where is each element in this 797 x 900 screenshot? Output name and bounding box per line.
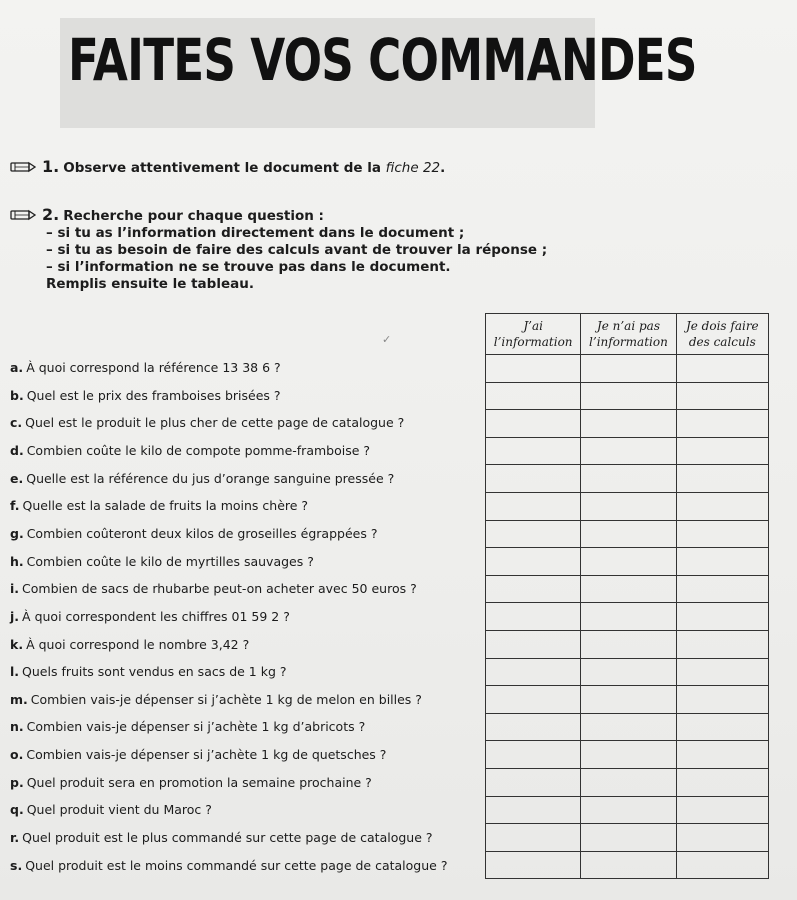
question-text: Quel produit sera en promotion la semaine prochaine ? bbox=[26, 774, 372, 790]
answer-cell-no-info[interactable] bbox=[581, 603, 676, 631]
question-letter: c. bbox=[10, 415, 23, 431]
question-letter: o. bbox=[10, 747, 24, 763]
column-header-has-info bbox=[486, 314, 581, 355]
answer-cell-no-info[interactable] bbox=[581, 686, 676, 714]
question-item bbox=[10, 775, 372, 790]
instruction-1 bbox=[10, 158, 445, 177]
question-letter: e. bbox=[10, 470, 24, 486]
question-text: À quoi correspond le nombre 3,42 ? bbox=[26, 636, 250, 652]
question-item bbox=[10, 637, 249, 652]
answer-cell-must-calculate[interactable] bbox=[676, 465, 768, 493]
answer-cell-must-calculate[interactable] bbox=[676, 382, 768, 410]
question-item bbox=[10, 830, 433, 845]
question-text: Quel est le produit le plus cher de cette page de catalogue ? bbox=[25, 415, 405, 431]
table-row bbox=[486, 658, 769, 686]
question-item bbox=[10, 498, 308, 513]
answer-cell-must-calculate[interactable] bbox=[676, 355, 768, 383]
instruction-2-number: 2. bbox=[42, 205, 60, 224]
column-header-line: J’ai bbox=[523, 319, 543, 333]
column-header-line: l’information bbox=[589, 335, 668, 349]
question-letter: p. bbox=[10, 774, 24, 790]
pencil-icon bbox=[10, 209, 36, 221]
question-letter: h. bbox=[10, 553, 24, 569]
answer-cell-no-info[interactable] bbox=[581, 630, 676, 658]
question-letter: s. bbox=[10, 857, 23, 873]
instruction-2 bbox=[10, 206, 547, 293]
question-item bbox=[10, 554, 314, 569]
pencil-icon bbox=[10, 161, 36, 173]
answer-cell-has-info[interactable] bbox=[486, 741, 581, 769]
answer-cell-has-info[interactable] bbox=[486, 575, 581, 603]
table-row bbox=[486, 520, 769, 548]
table-row bbox=[486, 796, 769, 824]
paper-speck: ✓ bbox=[382, 333, 392, 346]
answer-cell-must-calculate[interactable] bbox=[676, 796, 768, 824]
question-text: Combien coûte le kilo de myrtilles sauvages ? bbox=[26, 553, 314, 569]
question-letter: b. bbox=[10, 387, 24, 403]
answer-cell-has-info[interactable] bbox=[486, 492, 581, 520]
answer-cell-must-calculate[interactable] bbox=[676, 575, 768, 603]
question-item bbox=[10, 581, 417, 596]
answer-cell-has-info[interactable] bbox=[486, 851, 581, 879]
question-letter: l. bbox=[10, 664, 20, 680]
answer-cell-no-info[interactable] bbox=[581, 713, 676, 741]
answer-cell-must-calculate[interactable] bbox=[676, 851, 768, 879]
question-letter: f. bbox=[10, 498, 20, 514]
answer-cell-no-info[interactable] bbox=[581, 851, 676, 879]
answer-cell-no-info[interactable] bbox=[581, 824, 676, 852]
table-row bbox=[486, 465, 769, 493]
question-letter: m. bbox=[10, 691, 28, 707]
question-text: À quoi correspond la référence 13 38 6 ? bbox=[26, 360, 281, 375]
answer-cell-has-info[interactable] bbox=[486, 796, 581, 824]
question-item bbox=[10, 415, 404, 430]
answer-cell-must-calculate[interactable] bbox=[676, 603, 768, 631]
answer-cell-has-info[interactable] bbox=[486, 768, 581, 796]
question-item bbox=[10, 719, 365, 734]
answer-cell-no-info[interactable] bbox=[581, 548, 676, 576]
question-text: Combien vais-je dépenser si j’achète 1 kg d’abricots ? bbox=[26, 719, 366, 735]
answer-cell-no-info[interactable] bbox=[581, 437, 676, 465]
table-row bbox=[486, 851, 769, 879]
question-letter: a. bbox=[10, 360, 24, 375]
question-item bbox=[10, 609, 290, 624]
answer-cell-has-info[interactable] bbox=[486, 465, 581, 493]
question-text: Quel produit est le plus commandé sur cette page de catalogue ? bbox=[22, 830, 433, 846]
question-letter: g. bbox=[10, 525, 24, 541]
question-text: Combien vais-je dépenser si j’achète 1 kg de quetsches ? bbox=[26, 747, 387, 763]
answer-cell-has-info[interactable] bbox=[486, 630, 581, 658]
table-row bbox=[486, 437, 769, 465]
question-item bbox=[10, 360, 281, 375]
question-text: Quel est le prix des framboises brisées ? bbox=[26, 387, 281, 403]
table-row bbox=[486, 355, 769, 383]
instruction-2-line: – si l’information ne se trouve pas dans le document. bbox=[46, 259, 451, 275]
column-header-must-calculate bbox=[676, 314, 768, 355]
page-title: FAITES VOS COMMANDES bbox=[68, 26, 697, 94]
instruction-1-number: 1. bbox=[42, 157, 60, 176]
answer-cell-no-info[interactable] bbox=[581, 492, 676, 520]
answer-cell-no-info[interactable] bbox=[581, 575, 676, 603]
answer-cell-has-info[interactable] bbox=[486, 658, 581, 686]
question-item bbox=[10, 388, 281, 403]
answer-cell-must-calculate[interactable] bbox=[676, 630, 768, 658]
answer-cell-no-info[interactable] bbox=[581, 658, 676, 686]
table-row bbox=[486, 630, 769, 658]
instruction-2-line: Recherche pour chaque question : bbox=[63, 208, 324, 224]
instruction-2-line: – si tu as l’information directement dans le document ; bbox=[46, 225, 465, 241]
question-text: Quelle est la référence du jus d’orange sanguine pressée ? bbox=[26, 470, 395, 486]
question-text: À quoi correspondent les chiffres 01 59 2 ? bbox=[22, 608, 290, 624]
table-row bbox=[486, 382, 769, 410]
answer-cell-has-info[interactable] bbox=[486, 548, 581, 576]
answer-cell-has-info[interactable] bbox=[486, 603, 581, 631]
answer-cell-has-info[interactable] bbox=[486, 382, 581, 410]
table-row bbox=[486, 741, 769, 769]
table-row bbox=[486, 603, 769, 631]
table-row bbox=[486, 492, 769, 520]
answer-cell-no-info[interactable] bbox=[581, 796, 676, 824]
question-text: Quels fruits sont vendus en sacs de 1 kg ? bbox=[22, 664, 287, 680]
answer-cell-must-calculate[interactable] bbox=[676, 437, 768, 465]
answer-cell-must-calculate[interactable] bbox=[676, 410, 768, 438]
table-row bbox=[486, 713, 769, 741]
answer-cell-no-info[interactable] bbox=[581, 465, 676, 493]
question-item bbox=[10, 747, 386, 762]
answer-cell-no-info[interactable] bbox=[581, 520, 676, 548]
answer-cell-must-calculate[interactable] bbox=[676, 741, 768, 769]
question-item bbox=[10, 858, 447, 873]
question-item bbox=[10, 692, 422, 707]
question-text: Combien vais-je dépenser si j’achète 1 kg de melon en billes ? bbox=[30, 691, 422, 707]
answer-cell-must-calculate[interactable] bbox=[676, 520, 768, 548]
question-item bbox=[10, 802, 212, 817]
question-letter: n. bbox=[10, 719, 24, 735]
column-header-line: des calculs bbox=[688, 335, 756, 349]
answer-cell-has-info[interactable] bbox=[486, 355, 581, 383]
question-letter: k. bbox=[10, 636, 24, 652]
answer-cell-has-info[interactable] bbox=[486, 686, 581, 714]
answer-cell-has-info[interactable] bbox=[486, 713, 581, 741]
answer-cell-must-calculate[interactable] bbox=[676, 548, 768, 576]
question-item bbox=[10, 526, 377, 541]
table-row bbox=[486, 548, 769, 576]
answer-cell-must-calculate[interactable] bbox=[676, 824, 768, 852]
answer-cell-must-calculate[interactable] bbox=[676, 686, 768, 714]
instruction-2-line: – si tu as besoin de faire des calculs avant de trouver la réponse ; bbox=[46, 242, 548, 258]
column-header-line: Je dois faire bbox=[685, 319, 759, 333]
question-letter: q. bbox=[10, 802, 24, 818]
answer-table bbox=[485, 313, 769, 879]
column-header-line: Je n’ai pas bbox=[596, 319, 660, 333]
question-text: Combien coûteront deux kilos de groseilles égrappées ? bbox=[26, 525, 378, 541]
answer-cell-no-info[interactable] bbox=[581, 382, 676, 410]
answer-cell-must-calculate[interactable] bbox=[676, 768, 768, 796]
answer-cell-has-info[interactable] bbox=[486, 437, 581, 465]
column-header-no-info bbox=[581, 314, 676, 355]
question-text: Quel produit vient du Maroc ? bbox=[26, 802, 212, 818]
answer-cell-must-calculate[interactable] bbox=[676, 713, 768, 741]
answer-cell-has-info[interactable] bbox=[486, 520, 581, 548]
question-item bbox=[10, 664, 287, 679]
question-letter: j. bbox=[10, 608, 20, 624]
table-row bbox=[486, 768, 769, 796]
question-letter: d. bbox=[10, 442, 24, 458]
answer-cell-has-info[interactable] bbox=[486, 824, 581, 852]
question-text: Quel produit est le moins commandé sur cette page de catalogue ? bbox=[25, 857, 448, 873]
answer-cell-no-info[interactable] bbox=[581, 741, 676, 769]
question-text: Combien de sacs de rhubarbe peut-on acheter avec 50 euros ? bbox=[22, 581, 417, 597]
answer-cell-no-info[interactable] bbox=[581, 768, 676, 796]
table-row bbox=[486, 824, 769, 852]
answer-cell-no-info[interactable] bbox=[581, 410, 676, 438]
question-item bbox=[10, 471, 394, 486]
answer-cell-has-info[interactable] bbox=[486, 410, 581, 438]
column-header-line: l’information bbox=[493, 335, 573, 349]
table-row bbox=[486, 410, 769, 438]
question-item bbox=[10, 443, 370, 458]
instruction-1-emphasis: fiche 22 bbox=[385, 160, 441, 176]
table-row bbox=[486, 575, 769, 603]
instruction-1-end: . bbox=[440, 160, 446, 176]
table-row bbox=[486, 686, 769, 714]
instruction-1-text: Observe attentivement le document de la bbox=[63, 160, 386, 176]
answer-cell-must-calculate[interactable] bbox=[676, 492, 768, 520]
question-letter: i. bbox=[10, 581, 20, 597]
question-text: Combien coûte le kilo de compote pomme-framboise ? bbox=[26, 442, 371, 458]
answer-cell-must-calculate[interactable] bbox=[676, 658, 768, 686]
instruction-2-line: Remplis ensuite le tableau. bbox=[46, 276, 254, 292]
table-header-row bbox=[486, 314, 769, 355]
answer-cell-no-info[interactable] bbox=[581, 355, 676, 383]
question-text: Quelle est la salade de fruits la moins chère ? bbox=[22, 498, 309, 514]
question-letter: r. bbox=[10, 830, 20, 846]
